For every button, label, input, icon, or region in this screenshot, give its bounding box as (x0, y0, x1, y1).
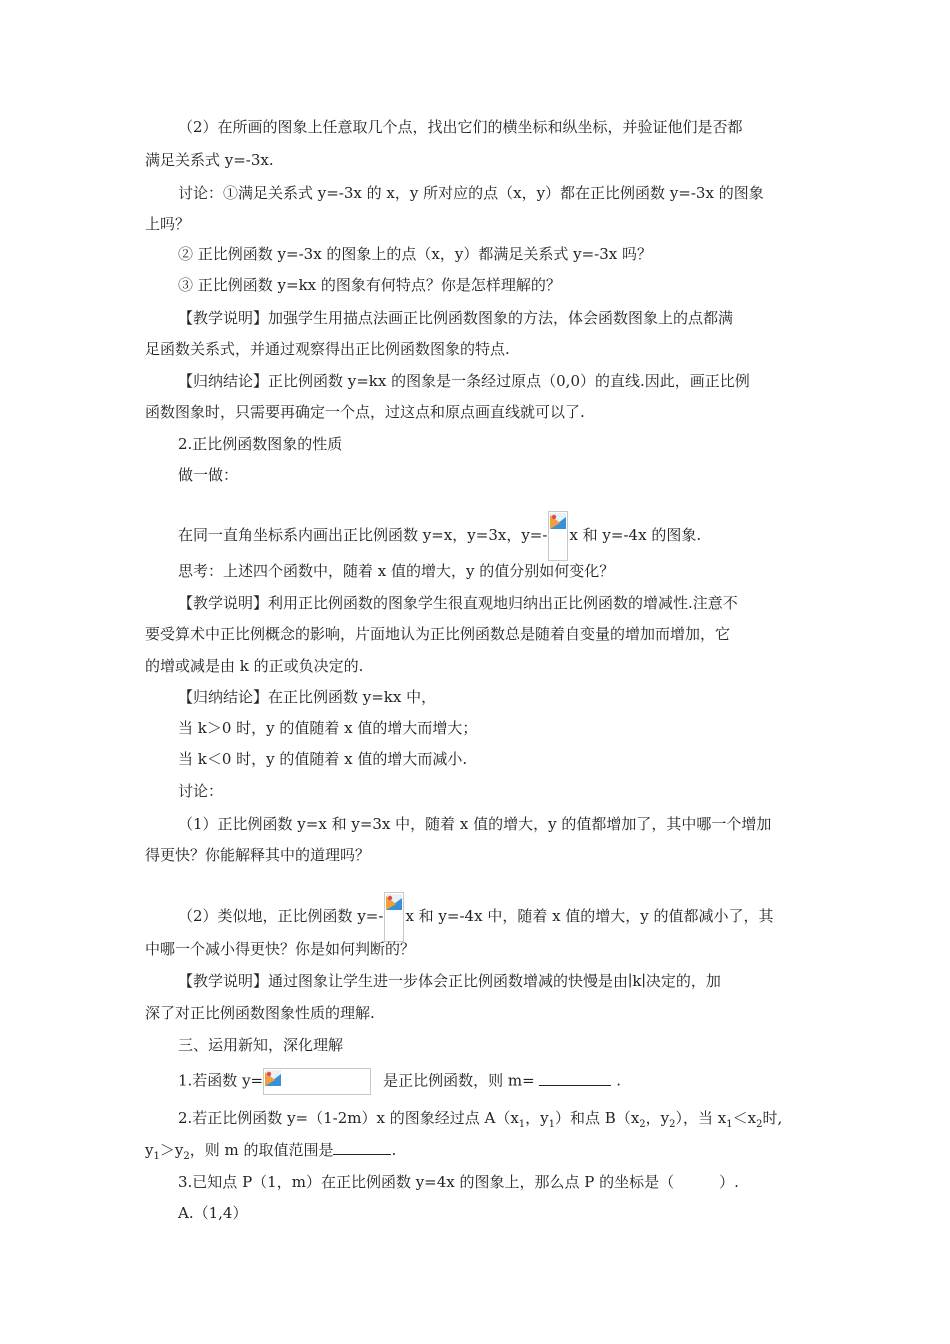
activity-line (178, 511, 701, 561)
text: x 和 y=-4x 中，随着 x 值的增大，y 的值都减小了，其 (405, 907, 774, 925)
subscript: 2 (669, 1119, 676, 1130)
subscript: 1 (548, 1119, 556, 1130)
paragraph-line: 得更快？你能解释其中的道理吗？ (145, 846, 371, 864)
text: . (391, 1141, 397, 1159)
subscript: 2 (639, 1119, 646, 1130)
paragraph-line: 足函数关系式，并通过观察得出正比例函数图象的特点. (145, 340, 510, 358)
subscript: 1 (726, 1119, 733, 1130)
paragraph-line: 深了对正比例函数图象性质的理解. (145, 1004, 375, 1022)
discussion-line: 讨论：①满足关系式 y=-3x 的 x，y 所对应的点（x，y）都在正比例函数 y=-3x 的图象 (178, 184, 764, 202)
paragraph-line: 中哪一个减小得更快？你是如何判断的？ (145, 940, 416, 958)
fraction-image-icon (548, 511, 568, 561)
paragraph-line: 的增或减是由 k 的正或负决定的. (145, 657, 364, 675)
paragraph-line: 要受算术中正比例概念的影响，片面地认为正比例函数总是随着自变量的增加而增加，它 (145, 625, 731, 643)
text: 时, (762, 1109, 783, 1127)
section-heading: 2.正比例函数图象的性质 (178, 435, 343, 453)
exercise-2 (178, 1107, 782, 1136)
conclusion-line: 【归纳结论】正比例函数 y=kx 的图象是一条经过原点（0,0）的直线.因此，画正比例 (178, 372, 750, 390)
discussion-item-2: ② 正比例函数 y=-3x 的图象上的点（x，y）都满足关系式 y=-3x 吗？ (178, 245, 653, 263)
text: ）和点 B（x (555, 1109, 640, 1127)
paragraph-line: 满足关系式 y=-3x. (145, 151, 274, 169)
fraction-image-icon (384, 892, 404, 942)
text: 1.若函数 y= (178, 1071, 264, 1090)
text: ＞y (159, 1141, 184, 1159)
paragraph-line (178, 116, 807, 138)
text: 是正比例函数，则 m= (383, 1071, 535, 1090)
discussion-label: 讨论： (178, 782, 224, 800)
text: x 和 y=-4x 的图象. (569, 526, 702, 544)
conclusion-case-positive: 当 k＞0 时，y 的值随着 x 值的增大而增大； (178, 719, 478, 737)
text: ，y (645, 1109, 670, 1127)
exercise-1 (178, 1068, 621, 1095)
function-image-icon (263, 1068, 371, 1095)
exercise-2-continued (145, 1139, 396, 1168)
text: ，y (525, 1109, 549, 1127)
text: （2）在所画的图象上任意取几个点，找出它们的横坐标和纵坐标，并验证他们是否都 (178, 118, 743, 136)
subscript: 1 (518, 1119, 526, 1130)
text: 在同一直角坐标系内画出正比例函数 y=x，y=3x，y=- (178, 526, 548, 544)
exercise-3: 3.已知点 P（1，m）在正比例函数 y=4x 的图象上，那么点 P 的坐标是（ ）. (178, 1173, 739, 1191)
text: ，则 m 的取值范围是 (189, 1141, 334, 1159)
answer-blank[interactable] (333, 1154, 391, 1155)
section-heading: 三、运用新知，深化理解 (178, 1036, 344, 1054)
activity-label: 做一做： (178, 466, 239, 484)
answer-blank[interactable] (539, 1085, 611, 1086)
discussion-question-2 (178, 892, 774, 942)
conclusion-line: 【归纳结论】在正比例函数 y=kx 中， (178, 688, 437, 706)
subscript: 2 (756, 1119, 763, 1130)
text: . (616, 1071, 622, 1090)
subscript: 1 (153, 1151, 160, 1162)
paragraph-line: 函数图象时，只需要再确定一个点，过这点和原点画直线就可以了. (145, 403, 585, 421)
text: 2.若正比例函数 y=（1-2m）x 的图象经过点 A（x (178, 1109, 519, 1127)
teaching-note-line: 【教学说明】加强学生用描点法画正比例函数图象的方法，体会函数图象上的点都满 (178, 309, 734, 327)
text: y (145, 1141, 154, 1159)
text: ＜x (732, 1109, 757, 1127)
thinking-line: 思考：上述四个函数中，随着 x 值的增大，y 的值分别如何变化？ (178, 562, 615, 580)
text: （2）类似地，正比例函数 y=- (178, 907, 384, 925)
text: ），当 x (675, 1109, 727, 1127)
discussion-question-1: （1）正比例函数 y=x 和 y=3x 中，随着 x 值的增大，y 的值都增加了，其中哪一个增加 (178, 815, 772, 833)
conclusion-case-negative: 当 k＜0 时，y 的值随着 x 值的增大而减小. (178, 750, 468, 768)
discussion-item-3: ③ 正比例函数 y=kx 的图象有何特点？你是怎样理解的？ (178, 276, 561, 294)
teaching-note-line: 【教学说明】通过图象让学生进一步体会正比例函数增减的快慢是由∣k∣决定的，加 (178, 972, 721, 990)
paragraph-line: 上吗？ (145, 215, 191, 233)
teaching-note-line: 【教学说明】利用正比例函数的图象学生很直观地归纳出正比例函数的增减性.注意不 (178, 594, 738, 612)
subscript: 2 (183, 1151, 190, 1162)
option-a: A.（1,4） (178, 1204, 248, 1222)
